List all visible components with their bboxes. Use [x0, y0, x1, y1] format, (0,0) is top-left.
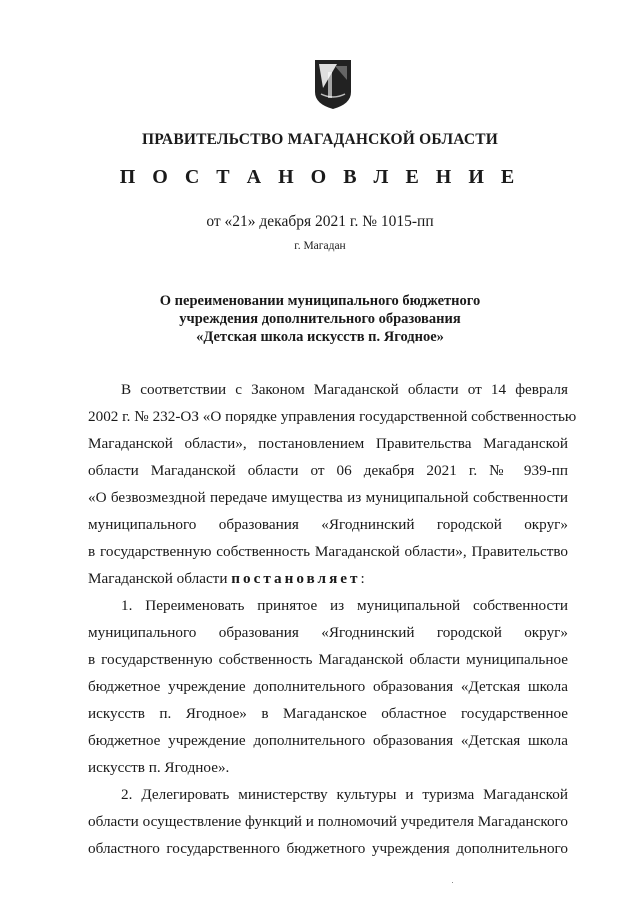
text-line: муниципального образования «Ягоднинский городской округ»	[88, 516, 568, 533]
text-line: в государственную собственность Магаданской области муниципальное	[88, 651, 568, 668]
text-line: в государственную собственность Магаданской области», Правительство	[88, 543, 568, 560]
clause-2	[88, 781, 568, 862]
text-line: В соответствии с Законом Магаданской области от 14 февраля	[121, 381, 568, 398]
text-line: области Магаданской области от 06 декабря 2021 г. № 939-пп	[88, 462, 568, 479]
organization-name: ПРАВИТЕЛЬСТВО МАГАДАНСКОЙ ОБЛАСТИ	[141, 131, 499, 148]
text-line: бюджетное учреждение дополнительного образования «Детская школа	[88, 678, 568, 695]
scan-speck	[452, 882, 453, 883]
clause-1	[88, 592, 568, 781]
document-type: П О С Т А Н О В Л Е Н И Е	[119, 166, 521, 188]
text-line: искусств п. Ягодное» в Магаданское областное государственное	[88, 705, 568, 722]
document-body	[88, 376, 577, 862]
text-line: 2. Делегировать министерству культуры и туризма Магаданской	[121, 786, 568, 803]
text-line: искусств п. Ягодное».	[88, 759, 230, 776]
text-line: «О безвозмездной передаче имущества из муниципальной собственности	[88, 489, 568, 506]
text-line: 1. Переименовать принятое из муниципальной собственности	[121, 597, 568, 614]
text-line: 2002 г. № 232-ОЗ «О порядке управления государственной собственностью	[88, 408, 577, 425]
city: г. Магадан	[294, 240, 346, 252]
coat-of-arms-icon	[313, 58, 353, 110]
text-line: областного государственного бюджетного учреждения дополнительного	[88, 840, 568, 857]
text-fragment: :	[360, 570, 365, 587]
title-line: «Детская школа искусств п. Ягодное»	[196, 329, 444, 345]
title-line: учреждения дополнительного образования	[179, 311, 461, 327]
document-title	[120, 292, 520, 346]
text-line	[88, 565, 568, 592]
resolves-word: постановляет	[231, 570, 361, 587]
preamble-paragraph	[88, 376, 577, 592]
title-line: О переименовании муниципального бюджетного	[159, 293, 481, 309]
text-line: области осуществление функций и полномочий учредителя Магаданского	[88, 813, 568, 830]
text-line: Магаданской области», постановлением Правительства Магаданской	[88, 435, 568, 452]
text-fragment: Магаданской области	[88, 570, 232, 587]
text-line: муниципального образования «Ягоднинский городской округ»	[88, 624, 568, 641]
text-line: бюджетное учреждение дополнительного образования «Детская школа	[88, 732, 568, 749]
date-number: от «21» декабря 2021 г. № 1015-пп	[206, 213, 434, 230]
